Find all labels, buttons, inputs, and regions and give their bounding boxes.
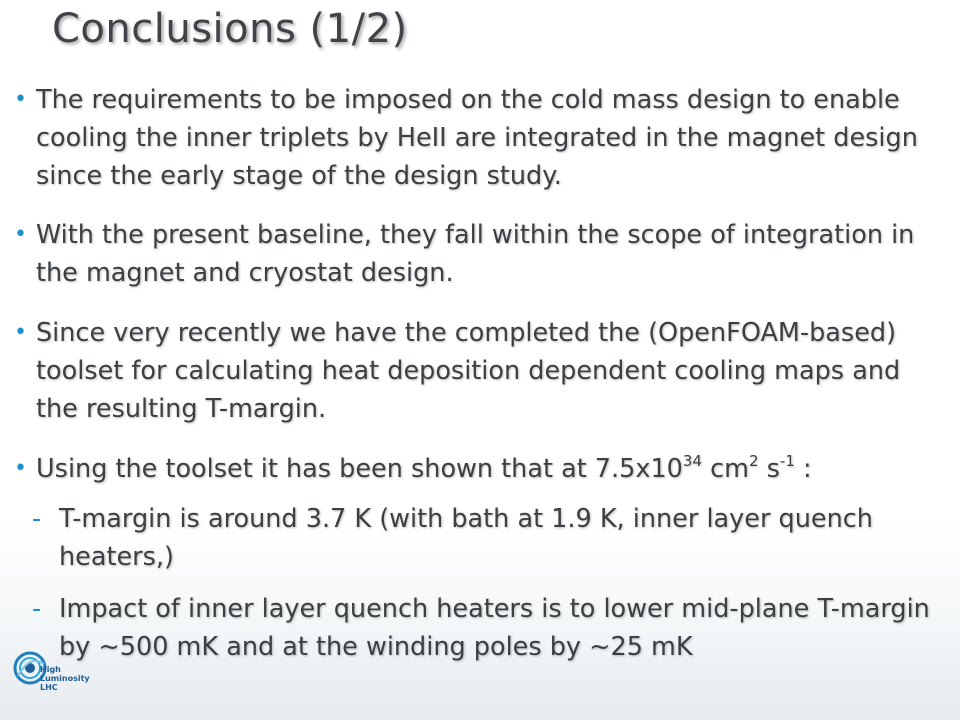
bullet-item [14,81,944,195]
sub-bullet-item [32,500,950,576]
bullet-marker: • [14,320,27,345]
sub-bullet-item [32,590,950,666]
exponent: -1 [779,451,795,470]
bullet-marker: • [14,222,27,247]
bullet-marker: • [14,456,27,481]
sub-bullet-marker: - [32,594,42,624]
formula-unit: cm [701,454,749,484]
bullet-item [14,450,944,488]
bullet-marker: • [14,87,27,112]
exponent: 34 [682,451,702,470]
bullet-item [14,314,944,428]
logo-line: High [40,665,61,674]
bullet-text [36,450,944,488]
logo-line: LHC [40,683,58,692]
sub-bullet-text: T-margin is around 3.7 K (with bath at 1.9 K, inner layer quench heaters,) [59,504,873,572]
formula-prefix: Using the toolset it has been shown that at 7.5x10 [36,454,683,484]
formula-suffix: : [794,454,812,484]
slide-title: Conclusions (1/2) [52,6,408,52]
bullet-text: The requirements to be imposed on the cold mass design to enable cooling the inner triplets by HeII are integrated in the magnet design since the early stage of the design study. [36,85,918,191]
bullet-text: With the present baseline, they fall within the scope of integration in the magnet and cryostat design. [36,220,915,288]
sub-bullet-marker: - [32,504,42,534]
logo-line: Luminosity [40,674,90,683]
sub-bullet-text: Impact of inner layer quench heaters is to lower mid-plane T-margin by ~500 mK and at the winding poles by ~25 mK [59,594,930,662]
exponent: 2 [748,451,759,470]
bullet-item [14,216,944,292]
formula-unit: s [758,454,780,484]
logo-label [40,665,90,692]
bullet-text: Since very recently we have the completed the (OpenFOAM-based) toolset for calculating heat deposition dependent cooling maps and the resulting T-margin. [36,318,901,424]
